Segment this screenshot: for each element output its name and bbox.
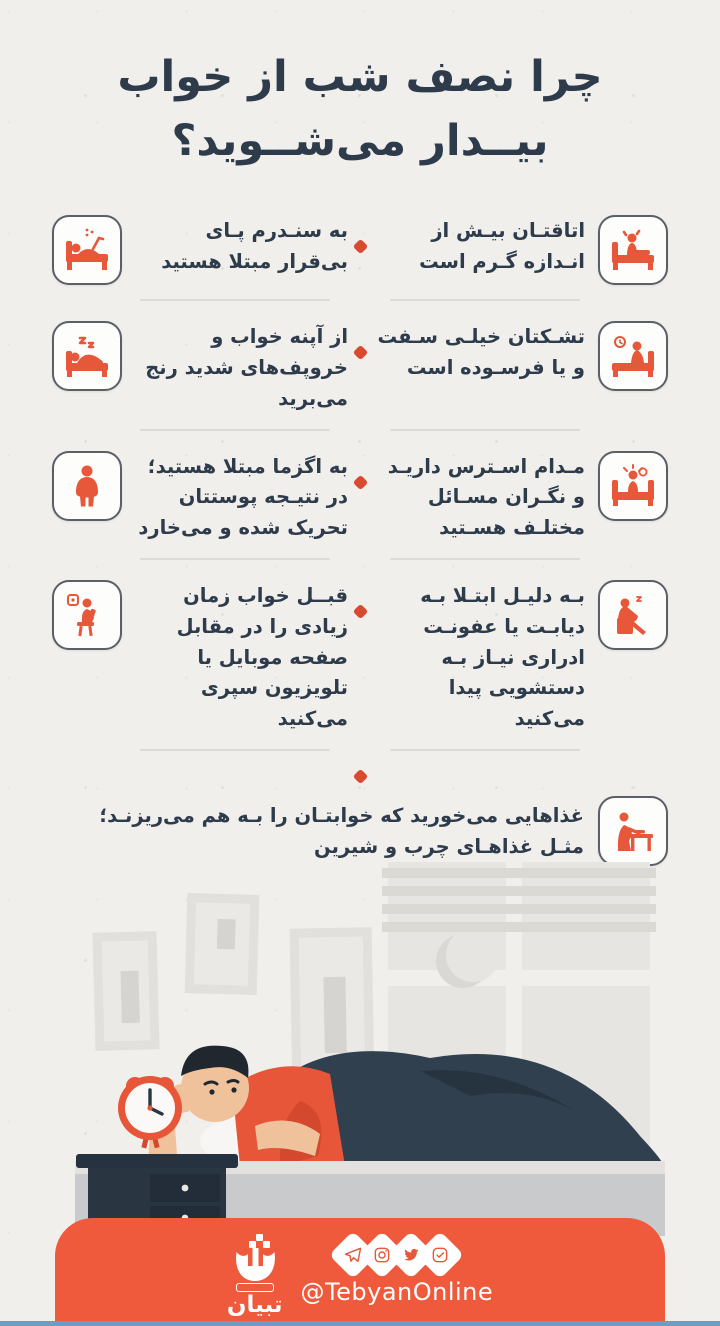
list-item-eczema [52, 451, 348, 544]
list-item-text: از آپنه خواب و خروپف‌های شدید رنج می‌برید [145, 325, 348, 410]
list-item-text: بـه دلیـل ابتـلا بـه دیابـت یا عفونـت ادراری نیـاز بـه دستشویی پیدا می‌کنید [420, 584, 585, 731]
tebyan-logo-text: تبیان [226, 1292, 283, 1318]
page-title [30, 46, 690, 173]
social-icons [336, 1238, 457, 1272]
sleep-apnea-snoring-icon [52, 321, 122, 391]
row-spacer [348, 580, 372, 617]
list-item-text: به سنـدرم پـای بی‌قرار مبتلا هستید [161, 219, 348, 274]
bottom-accent-strip [0, 1321, 720, 1326]
row-spacer [348, 321, 372, 358]
verified-badge-icon[interactable] [416, 1231, 464, 1279]
row-divider [0, 299, 720, 301]
list-item-hot-room [372, 215, 668, 285]
list-item-sleep-apnea [52, 321, 348, 414]
list-item-text: اتاقتـان بیـش از انـدازه گـرم است [419, 219, 585, 274]
list-item-text: قبــل خواب زمان زیادی را در مقابل صفحه موبایل یا تلویزیون سپری می‌کنید [176, 584, 348, 731]
list-item-text: به اگزما مبتلا هستید؛ در نتیـجه پوستتان تحریک شده و می‌خارد [138, 454, 348, 540]
diamond-bullet [352, 474, 368, 490]
list-item-screen-time [52, 580, 348, 735]
list-item-text: مـدام اسـترس داریـد و نگـران مسـائل مختلـف هسـتید [387, 454, 585, 540]
social-handle[interactable]: @TebyanOnline [300, 1278, 494, 1306]
tebyan-logo-icon [228, 1231, 282, 1283]
footer-brand-bar [55, 1218, 665, 1326]
list-item-bathroom [372, 580, 668, 735]
page-title-line1: چرا نصف شب از خواب [117, 52, 603, 102]
reason-row-5 [0, 796, 720, 866]
worn-mattress-icon [598, 321, 668, 391]
page-title-line2: بیــدار می‌شــوید؟ [171, 115, 549, 166]
eczema-person-icon [52, 451, 122, 521]
diamond-bullet [352, 239, 368, 255]
reasons-list [0, 215, 720, 866]
reason-row-4 [0, 580, 720, 735]
stress-in-bed-icon [598, 451, 668, 521]
list-item-text: تشـکتان خیلـی سـفت و یا فرسـوده است [377, 325, 585, 380]
tebyan-banner [236, 1283, 274, 1292]
list-item-restless-leg [52, 215, 348, 285]
row-spacer [348, 215, 372, 252]
reason-row-2 [0, 321, 720, 414]
row-divider [0, 749, 720, 751]
social-block [301, 1238, 494, 1306]
crescent-moon [436, 934, 490, 988]
disruptive-food-icon [598, 796, 668, 866]
reason-row-3 [0, 451, 720, 544]
diamond-bullet [352, 769, 368, 785]
tebyan-brand [227, 1231, 283, 1317]
diamond-bullet [352, 604, 368, 620]
list-item-worn-mattress [372, 321, 668, 391]
screen-before-sleep-icon [52, 580, 122, 650]
wall-frame [185, 893, 260, 995]
row-divider [0, 429, 720, 431]
list-item-stress [372, 451, 668, 544]
night-bathroom-icon [598, 580, 668, 650]
reason-row-1 [0, 215, 720, 285]
restless-leg-bed-icon [52, 215, 122, 285]
hot-room-bed-icon [598, 215, 668, 285]
row-spacer [348, 451, 372, 488]
row-divider [0, 558, 720, 560]
diamond-bullet [352, 345, 368, 361]
list-item-text: غذاهایی می‌خورید که خوابتـان را بـه هم می‌ریزنـد؛ مثـل غذاهـای چرب و شیرین [99, 804, 584, 859]
